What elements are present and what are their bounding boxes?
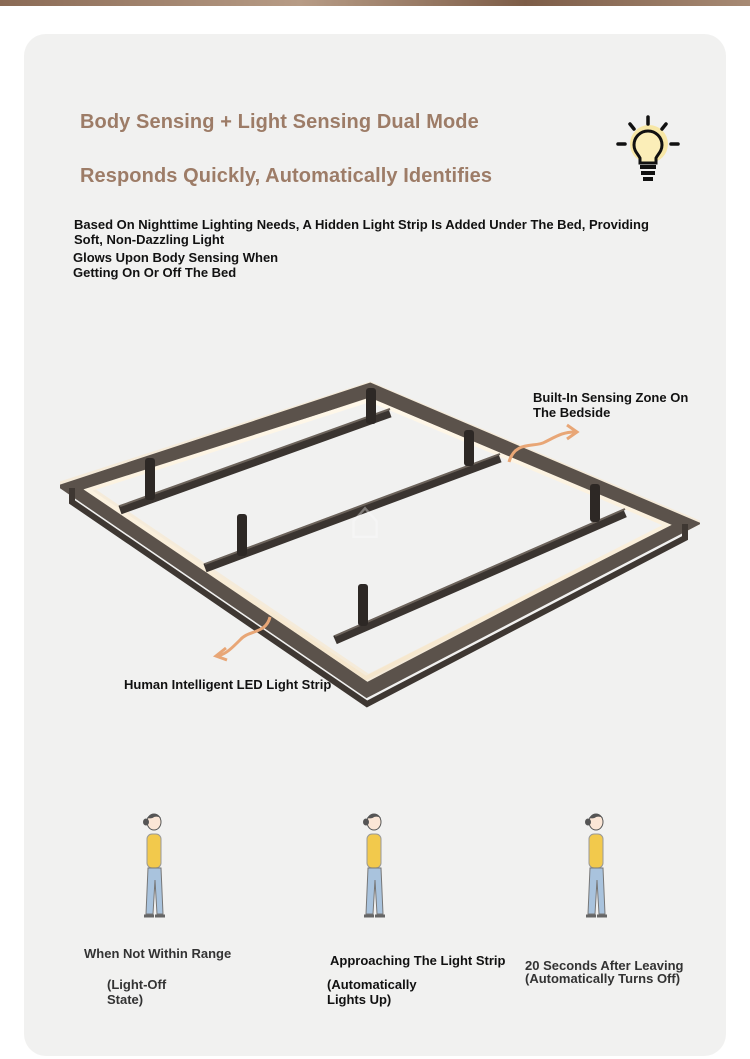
- lightbulb-icon: [612, 114, 682, 190]
- description-text-2: Glows Upon Body Sensing When Getting On Or Off The Bed: [73, 250, 279, 280]
- state-off-subtitle: (Light-Off State): [107, 977, 167, 1007]
- state-leaving-label: 20 Seconds After Leaving (Automatically Turns Off): [525, 958, 684, 986]
- state-approach-title: Approaching The Light Strip: [330, 953, 506, 968]
- sensing-zone-callout: Built-In Sensing Zone On The Bedside: [533, 390, 689, 420]
- led-strip-callout: Human Intelligent LED Light Strip: [124, 677, 332, 692]
- bed-frame-illustration: [60, 378, 700, 718]
- top-banner-strip: [0, 0, 750, 6]
- headline-dual-mode: Body Sensing + Light Sensing Dual Mode: [80, 111, 479, 133]
- curved-arrow-icon: [208, 612, 278, 662]
- headline-responds: Responds Quickly, Automatically Identifies: [80, 165, 493, 187]
- curved-arrow-icon: [505, 420, 585, 465]
- state-off-title: When Not Within Range: [84, 946, 232, 961]
- svg-text:⌂: ⌂: [348, 487, 382, 550]
- standing-person-icon: [134, 810, 174, 930]
- description-text-1: Based On Nighttime Lighting Needs, A Hidden Light Strip Is Added Under The Bed, Providing Soft, Non-Dazzling Light: [74, 217, 649, 247]
- standing-person-icon: [576, 810, 616, 930]
- standing-person-icon: [354, 810, 394, 930]
- state-approach-subtitle: (Automatically Lights Up): [327, 977, 417, 1007]
